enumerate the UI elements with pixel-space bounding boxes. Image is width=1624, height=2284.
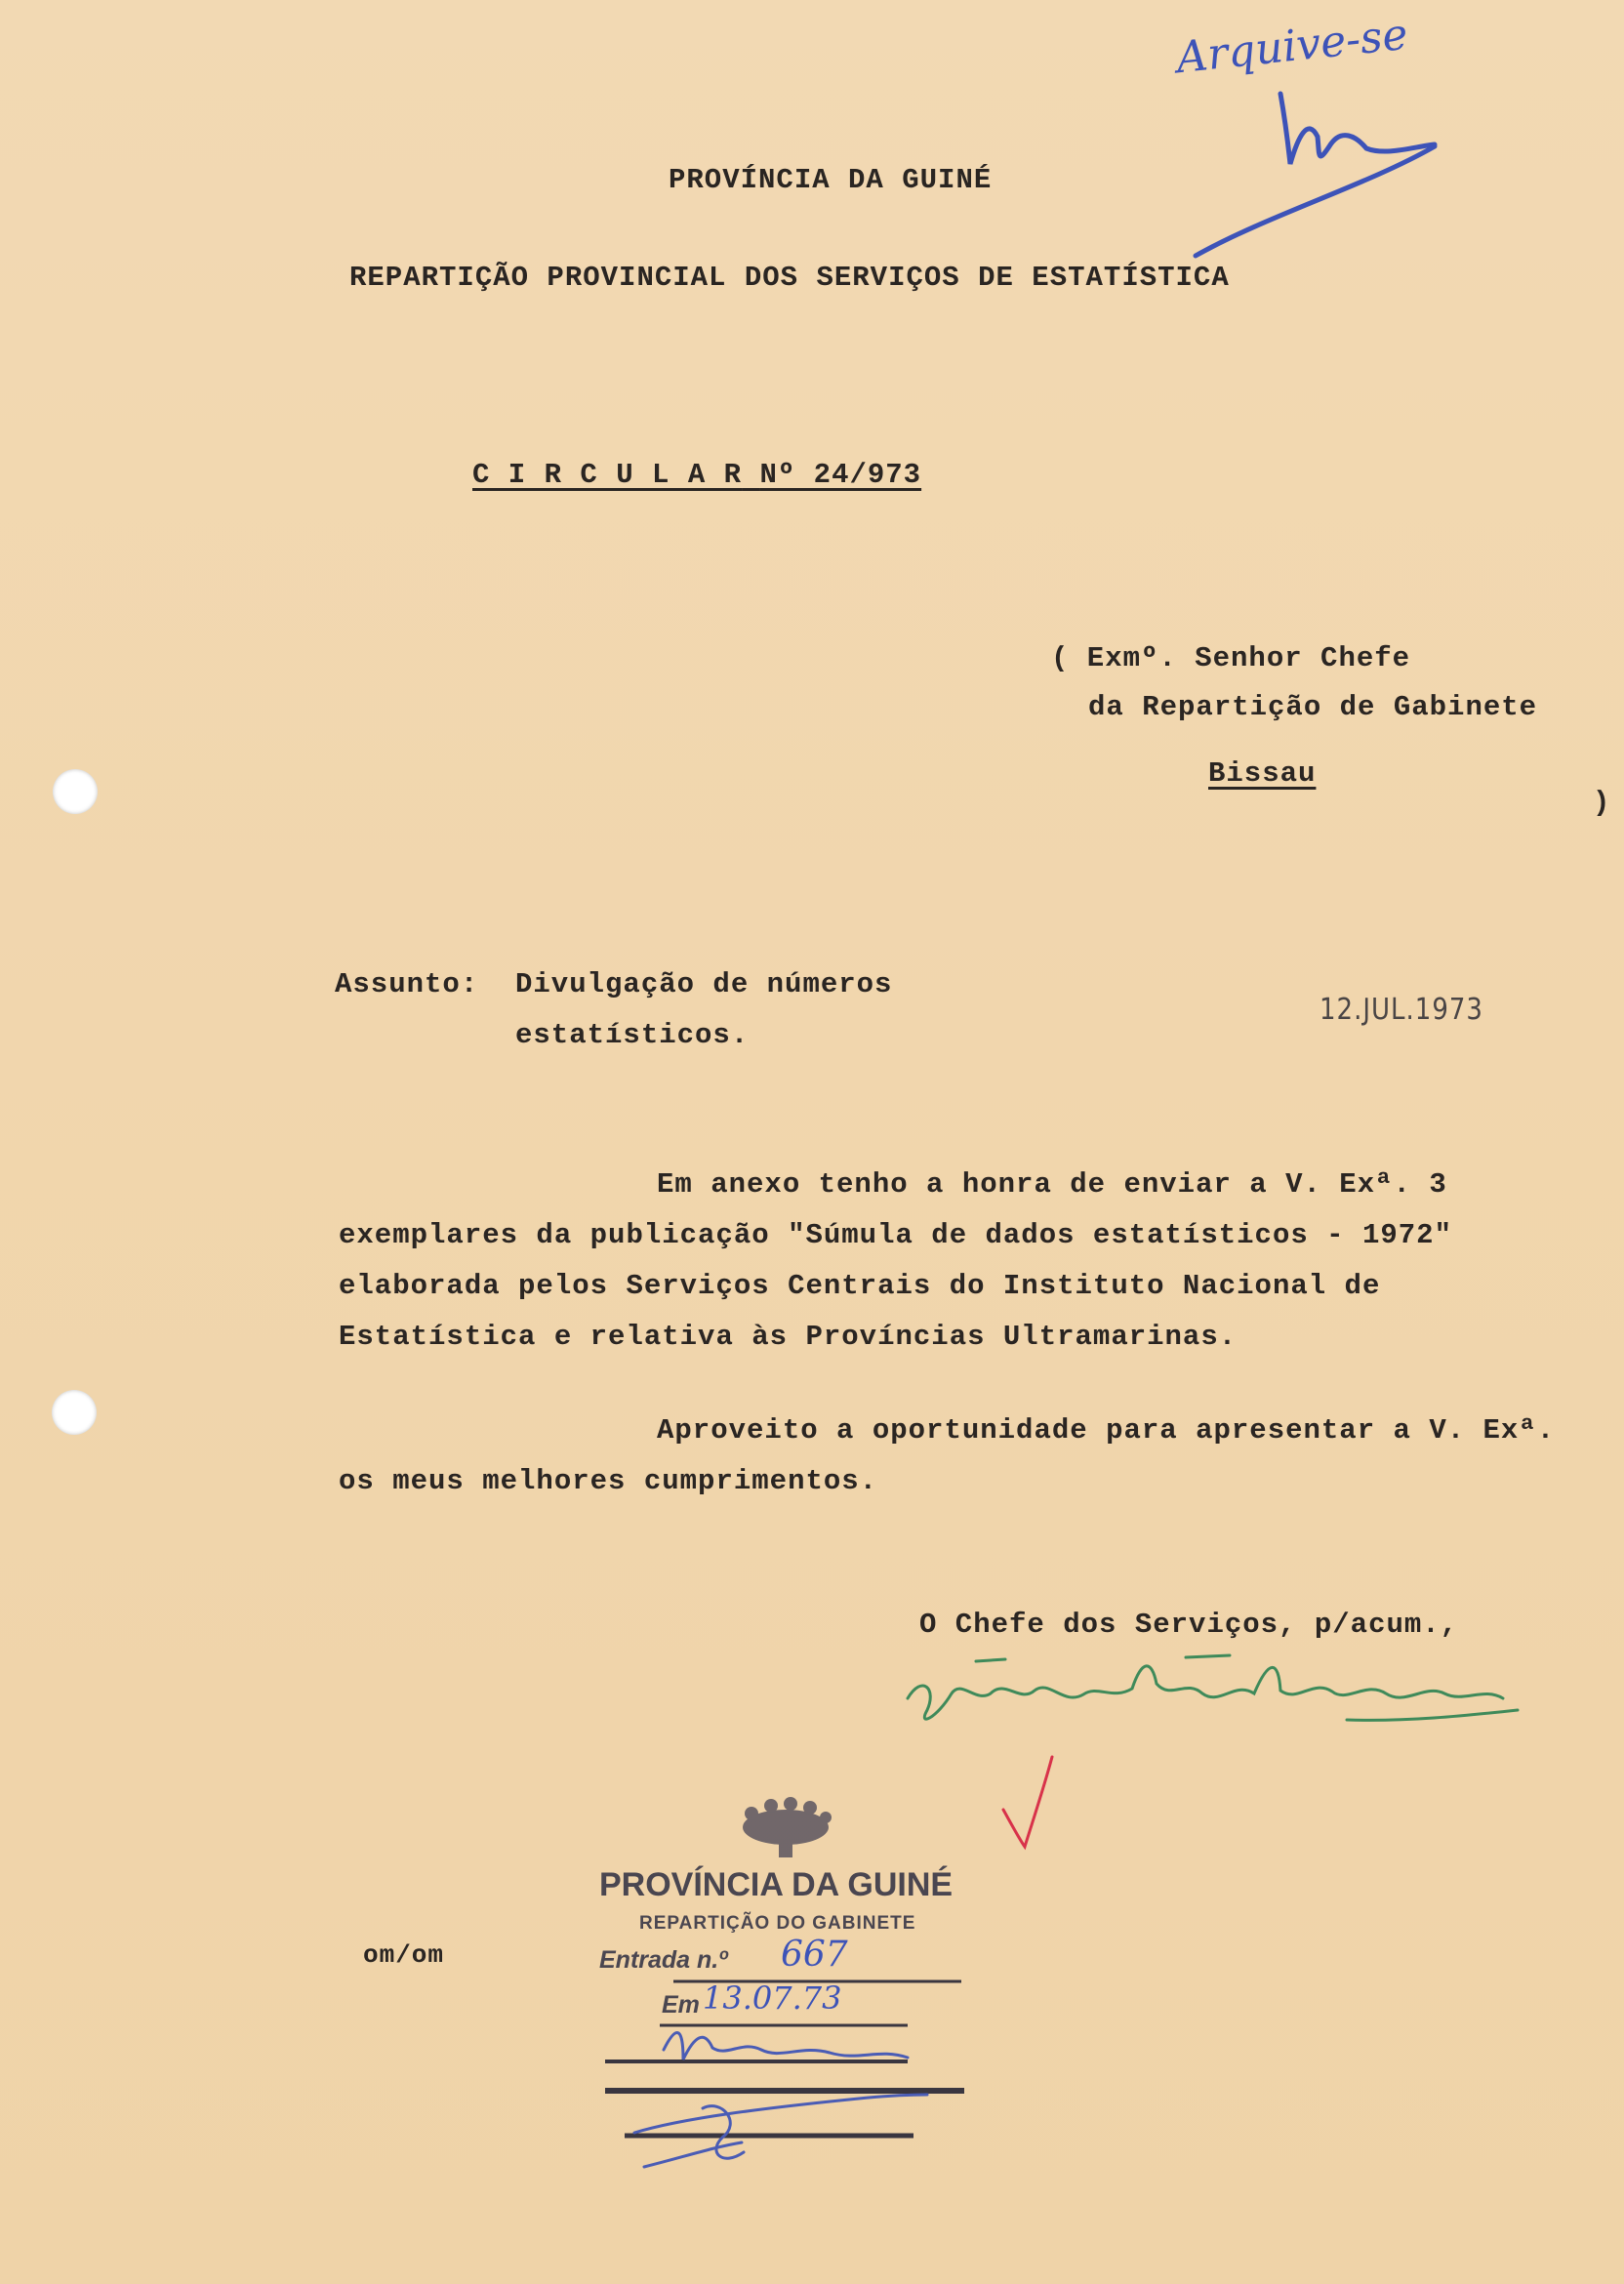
handwritten-annotation: Arquive-se [1173,9,1410,84]
body-paragraph-2: Aproveito a oportunidade para apresentar a V. Exª. os meus melhores cumprimentos. [339,1414,1556,1497]
stamp-department: REPARTIÇÃO DO GABINETE [639,1913,916,1934]
subject-line-1: Divulgação de números [515,968,893,1000]
stamp-province: PROVÍNCIA DA GUINÉ [599,1866,954,1903]
blue-initials-icon [1196,94,1435,256]
addressee-line-1: ( Exmº. Senhor Chefe [1051,642,1411,674]
red-check-icon [1003,1757,1052,1847]
province-heading: PROVÍNCIA DA GUINÉ [669,164,993,196]
stamp-handwriting-icon [634,2033,927,2168]
stamp-date-value: 13.07.73 [703,1979,842,2017]
signature-icon [908,1655,1518,1720]
body-paragraph-1: Em anexo tenho a honra de enviar a V. Exª. 3 exemplares da publicação "Súmula de dados estatísticos - 1972" elaborada pelos Serviços Centrais do Instituto Nacional de Estatística e relativa às Províncias Ultramarinas. [339,1168,1452,1353]
subject-line-2: estatísticos. [515,1019,750,1051]
stamp-date-label: Em [662,1991,700,2019]
closing-line: O Chefe dos Serviços, p/acum., [919,1609,1459,1641]
subject-label: Assunto: [335,968,479,1000]
addressee-closing-paren: ) [1593,787,1611,819]
department-heading: REPARTIÇÃO PROVINCIAL DOS SERVIÇOS DE ESTATÍSTICA [349,262,1230,294]
stamp-emblem-icon [743,1797,832,1857]
reference-initials: om/om [363,1940,445,1970]
addressee-city: Bissau [1208,757,1317,790]
received-date-stamp: 12.JUL.1973 [1320,993,1483,1028]
circular-label: C I R C U L A R [472,459,743,491]
addressee-line-2: da Repartição de Gabinete [1088,691,1538,723]
stamp-entry-label: Entrada n.º [599,1946,728,1974]
stamp-entry-number: 667 [781,1935,848,1975]
circular-number: Nº 24/973 [759,459,922,491]
